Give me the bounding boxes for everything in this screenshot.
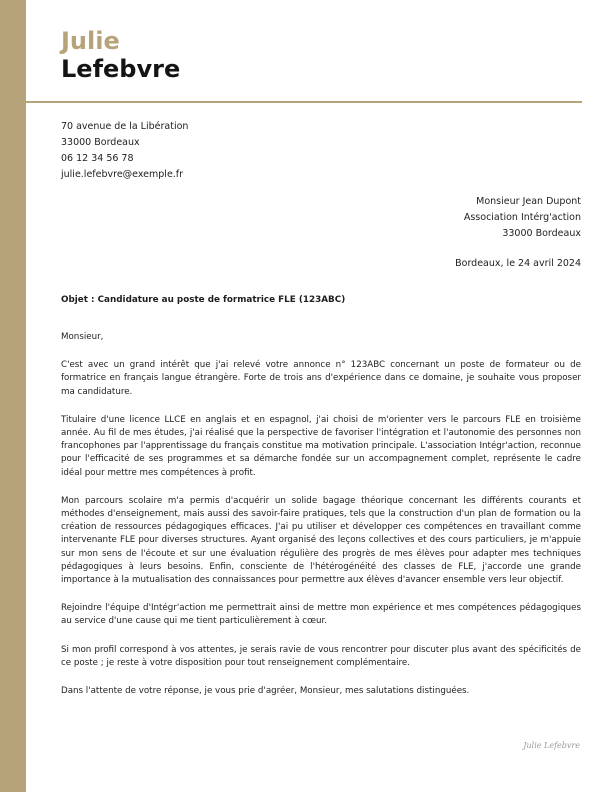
last-name: Lefebvre <box>61 55 181 83</box>
first-name: Julie <box>61 27 120 55</box>
recipient-city: 33000 Bordeaux <box>502 228 581 239</box>
sender-address-block <box>61 119 188 183</box>
recipient-address-block <box>464 194 581 242</box>
recipient-organization: Association Intérg'action <box>463 212 581 223</box>
accent-sidebar <box>0 0 26 792</box>
body-paragraph: Si mon profil correspond à vos attentes, je serais ravie de vous rencontrer pour discuter plus avant des spécificités de ce poste ; je reste à votre disposition pour tout renseignement complémentaire. <box>61 644 581 668</box>
sender-phone: 06 12 34 56 78 <box>61 153 134 164</box>
recipient-name: Monsieur Jean Dupont <box>476 196 581 207</box>
letter-body <box>61 331 581 713</box>
body-paragraph: Mon parcours scolaire m'a permis d'acquérir un solide bagage théorique concernant les différents courants et méthodes d'enseignement, mais aussi des savoir-faire pratiques, tels que la construction d'un plan de formation ou la création de ressources pédagogiques efficaces. J'ai pu utiliser et développer ces compétences en travaillant comme intervenante FLE pour diverses structures. Ayant organisé des leçons collectives et des cours particuliers, je m'appuie sur mon sens de l'écoute et sur une évaluation régulière des progrès de mes élèves pour adapter mes techniques pédagogiques à leurs besoins. Enfin, consciente de l'hétérogénéité des classes de FLE, j'accorde une grande importance à la mutualisation des connaissances pour permettre aux élèves d'avancer ensemble vers leur objectif. <box>61 495 581 586</box>
body-paragraph: Titulaire d'une licence LLCE en anglais et en espagnol, j'ai choisi de m'orienter vers le parcours FLE en troisième année. Au fil de mes études, j'ai réalisé que la perspective de favoriser l'intégration et l'autonomie des personnes non francophones par l'apprentissage du français constitue ma motivation principale. L'association Intégr'action, reconnue pour l'efficacité de ses programmes et sa démarche fondée sur un accompagnement complet, représente le cadre idéal pour mettre mes compétences à profit. <box>61 414 581 478</box>
body-paragraph: Rejoindre l'équipe d'Intégr'action me permettrait ainsi de mettre mon expérience et mes compétences pédagogiques au service d'une cause qui me tient particulièrement à cœur. <box>61 603 581 627</box>
body-paragraph: C'est avec un grand intérêt que j'ai relevé votre annonce n° 123ABC concernant un poste de formateur ou de formatrice en français langue étrangère. Forte de trois ans d'expérience dans ce domaine, je souhaite vous proposer ma candidature. <box>61 360 581 397</box>
sender-city: 33000 Bordeaux <box>61 137 140 148</box>
header-divider <box>26 101 582 103</box>
signature: Julie Lefebvre <box>523 741 580 750</box>
salutation: Monsieur, <box>61 332 104 342</box>
letter-date: Bordeaux, le 24 avril 2024 <box>455 258 581 269</box>
sender-email: julie.lefebvre@exemple.fr <box>61 169 184 180</box>
closing-paragraph: Dans l'attente de votre réponse, je vous prie d'agréer, Monsieur, mes salutations distinguées. <box>61 686 470 697</box>
letter-subject: Objet : Candidature au poste de formatrice FLE (123ABC) <box>61 295 346 305</box>
sender-street: 70 avenue de la Libération <box>61 121 189 132</box>
